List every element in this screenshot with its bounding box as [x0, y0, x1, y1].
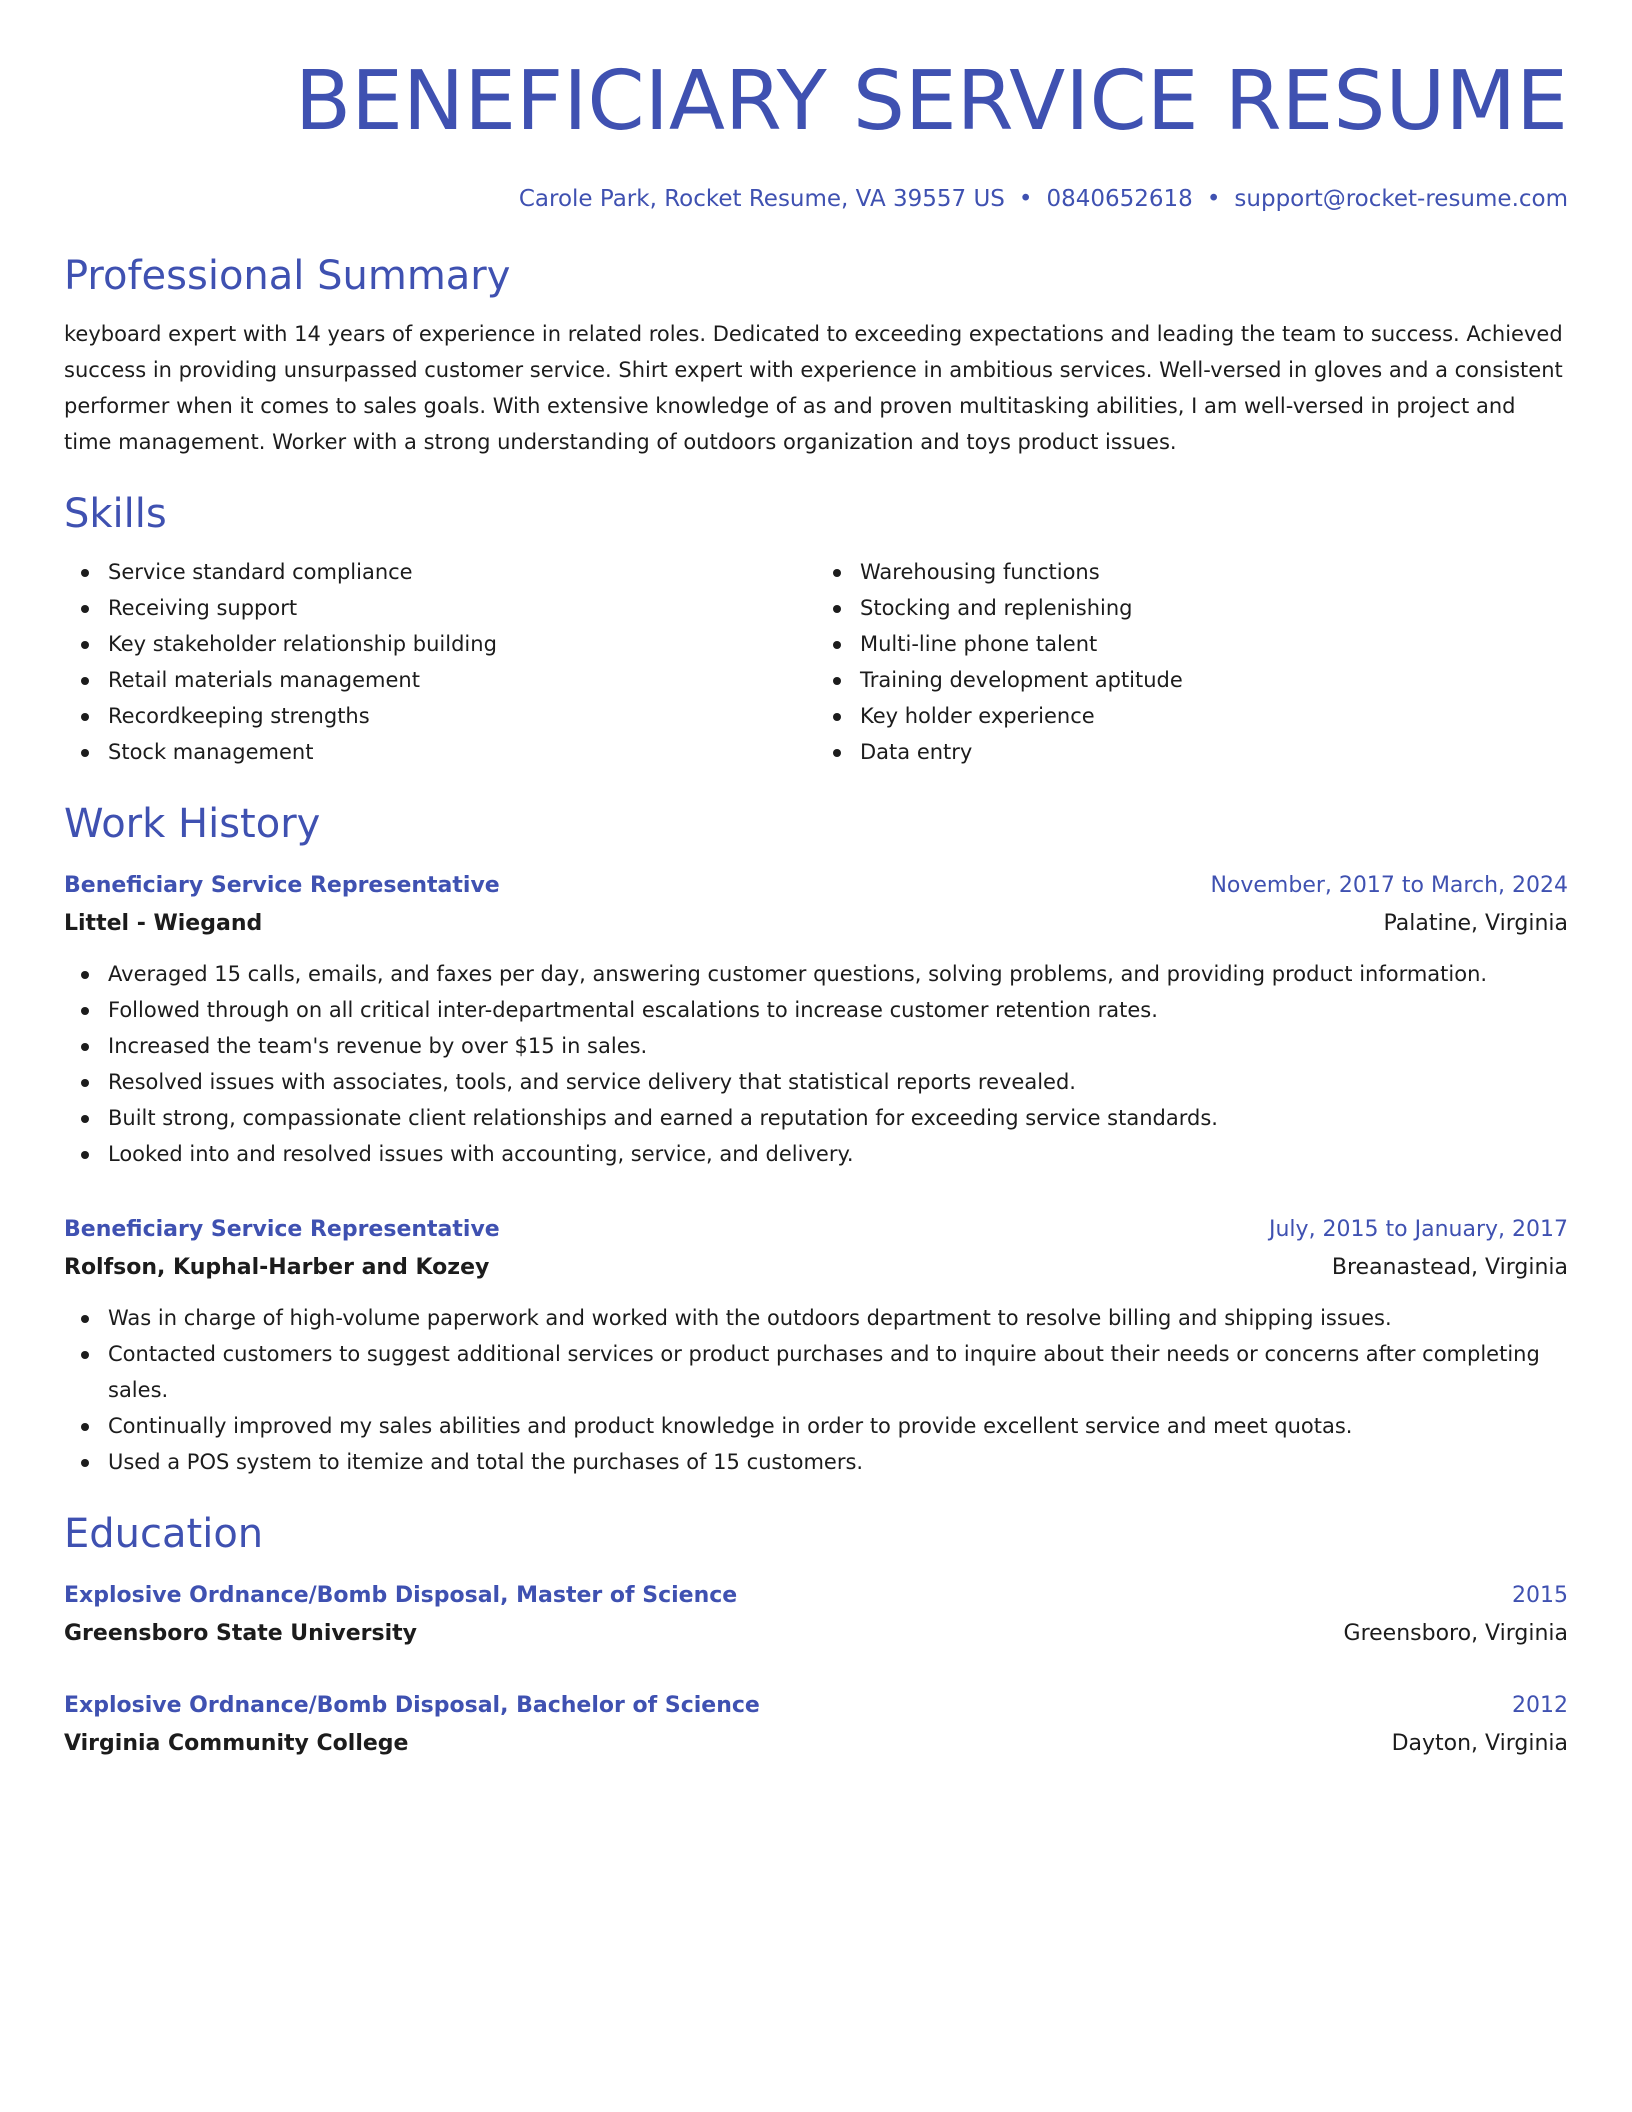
skill-item: Multi-line phone talent: [816, 626, 1568, 662]
job-bullet: Averaged 15 calls, emails, and faxes per day, answering customer questions, solving problems, and providing product information.: [64, 956, 1568, 992]
job-header-row: [64, 868, 1568, 904]
job-location: Breanastead, Virginia: [1331, 1255, 1568, 1280]
skill-item: Key holder experience: [816, 698, 1568, 734]
skills-grid: [64, 554, 1568, 770]
skill-item: Training development aptitude: [816, 662, 1568, 698]
job-company: Littel - Wiegand: [64, 911, 263, 936]
education-location: Greensboro, Virginia: [1343, 1621, 1568, 1646]
education-entry: [64, 1578, 1568, 1654]
education-degree: Explosive Ordnance/Bomb Disposal, Master of Science: [64, 1583, 738, 1608]
job-bullet: Was in charge of high-volume paperwork and worked with the outdoors department to resolve billing and shipping issues.: [64, 1300, 1568, 1336]
education-location: Dayton, Virginia: [1391, 1731, 1568, 1756]
job-bullet: Looked into and resolved issues with accounting, service, and delivery.: [64, 1136, 1568, 1172]
education-school-row: [64, 1614, 1568, 1654]
job-bullets: [64, 956, 1568, 1172]
summary-text: keyboard expert with 14 years of experience in related roles. Dedicated to exceeding expectations and leading the team to success. Achieved success in providing unsurpassed customer service. Shirt expert with experience in ambitious services. Well-versed in gloves and a consistent performer when it comes to sales goals. With extensive knowledge of as and proven multitasking abilities, I am well-versed in project and time management. Worker with a strong understanding of outdoors organization and toys product issues.: [64, 322, 1563, 454]
education-year: 2012: [1512, 1693, 1568, 1718]
contact-line: [64, 184, 1568, 214]
education-header-row: [64, 1578, 1568, 1614]
education-school: Greensboro State University: [64, 1621, 417, 1646]
education-degree: Explosive Ordnance/Bomb Disposal, Bachelor of Science: [64, 1693, 760, 1718]
education-school: Virginia Community College: [64, 1731, 409, 1756]
job-bullet: Resolved issues with associates, tools, and service delivery that statistical reports revealed.: [64, 1064, 1568, 1100]
job-bullet: Followed through on all critical inter-departmental escalations to increase customer retention rates.: [64, 992, 1568, 1028]
resume-title: BENEFICIARY SERVICE RESUME: [294, 54, 1568, 149]
job-company-row: [64, 1248, 1568, 1288]
job-header-row: [64, 1212, 1568, 1248]
job-bullets: [64, 1300, 1568, 1480]
job-bullet: Used a POS system to itemize and total the purchases of 15 customers.: [64, 1444, 1568, 1480]
education-header-row: [64, 1688, 1568, 1724]
education-heading: Education: [64, 1511, 264, 1557]
contact-phone: 0840652618: [1046, 186, 1193, 212]
job-bullet: Continually improved my sales abilities and product knowledge in order to provide excellent service and meet quotas.: [64, 1408, 1568, 1444]
job-title: Beneficiary Service Representative: [64, 873, 500, 898]
skills-section: [64, 488, 1568, 770]
contact-email[interactable]: support@rocket-resume.com: [1234, 186, 1568, 212]
skill-item: Receiving support: [64, 590, 816, 626]
education-section: [64, 1508, 1568, 1764]
skill-item: Recordkeeping strengths: [64, 698, 816, 734]
job-bullet: Built strong, compassionate client relationships and earned a reputation for exceeding service standards.: [64, 1100, 1568, 1136]
education-entry: [64, 1688, 1568, 1764]
summary-section: [64, 250, 1568, 460]
contact-separator: •: [1018, 186, 1033, 212]
job-dates: July, 2015 to January, 2017: [1269, 1217, 1568, 1242]
skills-column-right: [816, 554, 1568, 770]
contact-separator: •: [1206, 186, 1221, 212]
skills-column-left: [64, 554, 816, 770]
education-year: 2015: [1512, 1583, 1568, 1608]
job-entry: [64, 868, 1568, 1172]
job-company: Rolfson, Kuphal-Harber and Kozey: [64, 1255, 490, 1280]
skill-item: Key stakeholder relationship building: [64, 626, 816, 662]
work-history-heading: Work History: [64, 801, 321, 847]
job-company-row: [64, 904, 1568, 944]
skills-heading: Skills: [64, 491, 167, 537]
skill-item: Stocking and replenishing: [816, 590, 1568, 626]
summary-heading: Professional Summary: [64, 253, 511, 299]
skill-item: Data entry: [816, 734, 1568, 770]
skill-item: Stock management: [64, 734, 816, 770]
resume-header: [64, 50, 1568, 214]
job-location: Palatine, Virginia: [1383, 911, 1568, 936]
work-history-section: [64, 798, 1568, 1480]
skill-item: Warehousing functions: [816, 554, 1568, 590]
job-entry: [64, 1212, 1568, 1480]
contact-address: Carole Park, Rocket Resume, VA 39557 US: [518, 186, 1005, 212]
skill-item: Service standard compliance: [64, 554, 816, 590]
job-title: Beneficiary Service Representative: [64, 1217, 500, 1242]
job-bullet: Increased the team's revenue by over $15 in sales.: [64, 1028, 1568, 1064]
education-school-row: [64, 1724, 1568, 1764]
job-dates: November, 2017 to March, 2024: [1210, 873, 1568, 898]
job-bullet: Contacted customers to suggest additional services or product purchases and to inquire about their needs or concerns after completing sales.: [64, 1336, 1568, 1408]
skill-item: Retail materials management: [64, 662, 816, 698]
